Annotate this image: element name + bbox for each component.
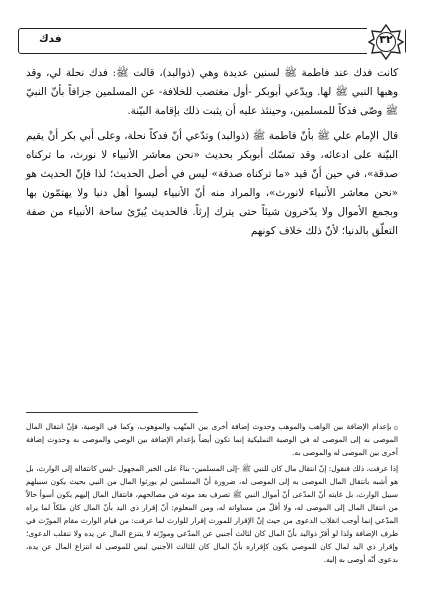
footnote-text: إذا عرفت، ذلك فنقول: إنّ انتقال مال كان للنبي ﷺ -إلى المسلمين- بناءً على الخبر المجهول -ليس كانتقاله إلى الوارث، بل هو أشبه بانتقال المال الموصى به إلى الموصى له، ضرورة أنّ المسلمين لم يورثوا المال من النبي بحيث يكون سبيلهم سبيل الوارث، بل غايته أنّ المدّعى أنّ أموال النبي ﷺ تصرف بعد موته في مصالحهم، فانتقال المال إليهم يكون أسوأ حالاً من انتقال المال إلى الموصى له، ولا أقلّ من مساواته له، ومن المعلوم: أنّ إقرار ذي اليد بأنّ المال كان ملكاً لما يراه المدّعي إنما أوجب انقلاب الدعوى من حيث إنّ الإقرار للمورث إقرار للوارث لما عرفت: من قيام الوارث مقام المورّث في طرف الإضافة ولذا لو أقرّ ذواليد بأنّ المال كان لثالث أجنبي عن المدّعي ومورّثه لا يتنزع المال عن يده ولا تنقلب الدعوى؛ وإقرار ذي اليد لمال كان للموصي يكون كإقراره بأنّ المال كان للثالث الأجنبي ليس للموصى له انتزاع المال عن يده، بدعوى أنّه أوصى به إليه.	[26, 464, 398, 564]
footnotes	[26, 420, 398, 568]
page-number: ٣٢	[379, 33, 393, 46]
page-header	[18, 28, 406, 54]
footnote	[26, 420, 398, 459]
paragraph: كانت فدك عند فاطمة ﷺ لسنين عديدة وهي (ذوالبد)، قالت ﷺ: فدك نحلة لي، وقد وهبها النبي ﷺ لها. ويدّعي أبوبكر -أول مغتصب للخلافة- عن المسلمين جزافاً بأنّ النبيّ ﷺ وصّى فدكاً للمسلمين، وحينئذ عليه أن يثبت ذلك بإقامة البيّنة.	[26, 67, 398, 117]
main-text	[26, 64, 398, 245]
footnote-text: بإعدام الإضافة بين الواهب والموهب وحدوث إضافة أخرى بين المتّهب والموهوب، وكما في الوصية، فإنّ انتقال المال الموصى به إلى الموصى له في الوصية التمليكية إنما تكون أيضاً بإعدام الإضافة بين الوصي والموصى به وحدوث إضافة أخرى بين الموصى له والموصى به.	[26, 422, 398, 457]
running-title: فدك	[39, 33, 62, 45]
page-number-badge	[367, 23, 405, 61]
footnote-divider	[26, 412, 198, 413]
footnote-marker: ۞	[393, 422, 398, 431]
footnote	[26, 462, 398, 566]
paragraph: قال الإمام علي ﷺ بأنّ فاطمة ﷺ (ذوالبد) وتدّعي أنّ فدكاً نحلة، وعلى أبي بكر أنْ يقيم البيّنة على ادعائه، وقد تمسّك أبوبكر بحديث «نحن معاشر الأنبياء لا نورث، ما تركناه صدقة»، في حين أنّ قيد «ما تركناه صدقة» ليس في أصل الحديث؛ لذا فإنّ الحديث هو «نحن معاشر الأنبياء لانورث»، والمراد منه أنّ الأنبياء ليسوا أهل دنيا ولا يهتمّون بها وبجمع الأموال ولا يدّخرون شيئاً حتى يترك إرثاً. فالحديث يُبرّئ ساحة الأنبياء من صفة التعلّق بالدنيا؛ لأنّ ذلك خلاف كونهم	[26, 130, 398, 237]
